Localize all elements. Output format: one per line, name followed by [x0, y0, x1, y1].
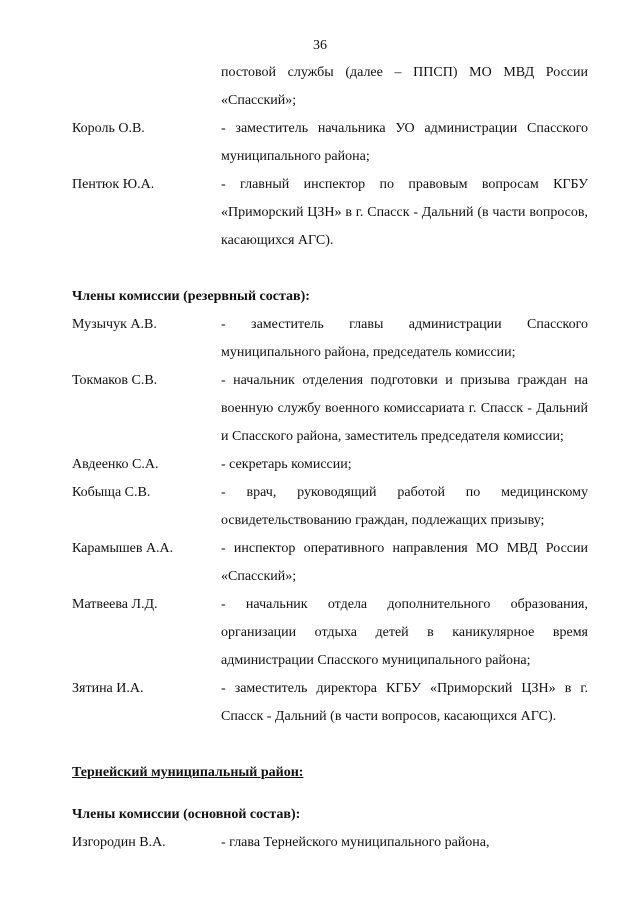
member-name: Изгородин В.А.: [72, 835, 166, 850]
member-entry: [72, 171, 588, 255]
member-name: Зятина И.А.: [72, 681, 144, 696]
member-entry: [72, 311, 588, 367]
member-entry: [72, 591, 588, 675]
member-description: - инспектор оперативного направления МО МВД России «Спасский»;: [221, 541, 588, 584]
district-heading: Тернейский муниципальный район:: [72, 765, 304, 780]
member-description: - заместитель директора КГБУ «Приморский ЦЗН» в г. Спасск - Дальний (в части вопросов, касающихся АГС).: [221, 681, 588, 724]
member-name: Карамышев А.А.: [72, 541, 174, 556]
member-description: - глава Тернейского муниципального района,: [221, 835, 490, 850]
member-name: Король О.В.: [72, 121, 145, 136]
document-body: [72, 59, 588, 857]
reserve-heading: Члены комиссии (резервный состав):: [72, 289, 310, 304]
member-entry: [72, 829, 588, 857]
member-entry: [72, 451, 588, 479]
member-name: Кобыща С.В.: [72, 485, 151, 500]
member-description: - заместитель начальника УО администрации Спасского муниципального района;: [221, 121, 588, 164]
member-description: - главный инспектор по правовым вопросам КГБУ «Приморский ЦЗН» в г. Спасск - Дальний (в части вопросов, касающихся АГС).: [221, 177, 588, 248]
member-description: - секретарь комиссии;: [221, 457, 352, 472]
member-description: - врач, руководящий работой по медицинскому освидетельствованию граждан, подлежащих призыву;: [221, 485, 588, 528]
member-description: - заместитель главы администрации Спасского муниципального района, председатель комиссии;: [221, 317, 588, 360]
member-name: Матвеева Л.Д.: [72, 597, 158, 612]
continuation-text: постовой службы (далее – ППСП) МО МВД России «Спасский»;: [221, 65, 588, 108]
member-entry: [72, 367, 588, 451]
page-number: 36: [313, 38, 327, 53]
member-description: - начальник отделения подготовки и призыва граждан на военную службу военного комиссариата г. Спасск - Дальний и Спасского района, заместитель председателя комиссии;: [221, 373, 588, 444]
member-description: - начальник отдела дополнительного образования, организации отдыха детей в каникулярное время администрации Спасского муниципального района;: [221, 597, 588, 668]
member-name: Пентюк Ю.А.: [72, 177, 155, 192]
member-name: Музычук А.В.: [72, 317, 157, 332]
member-entry: [72, 479, 588, 535]
main-heading: Члены комиссии (основной состав):: [72, 807, 301, 822]
member-name: Токмаков С.В.: [72, 373, 158, 388]
member-entry: [72, 675, 588, 731]
member-name: Авдеенко С.А.: [72, 457, 159, 472]
member-entry: [72, 115, 588, 171]
member-entry: [72, 535, 588, 591]
